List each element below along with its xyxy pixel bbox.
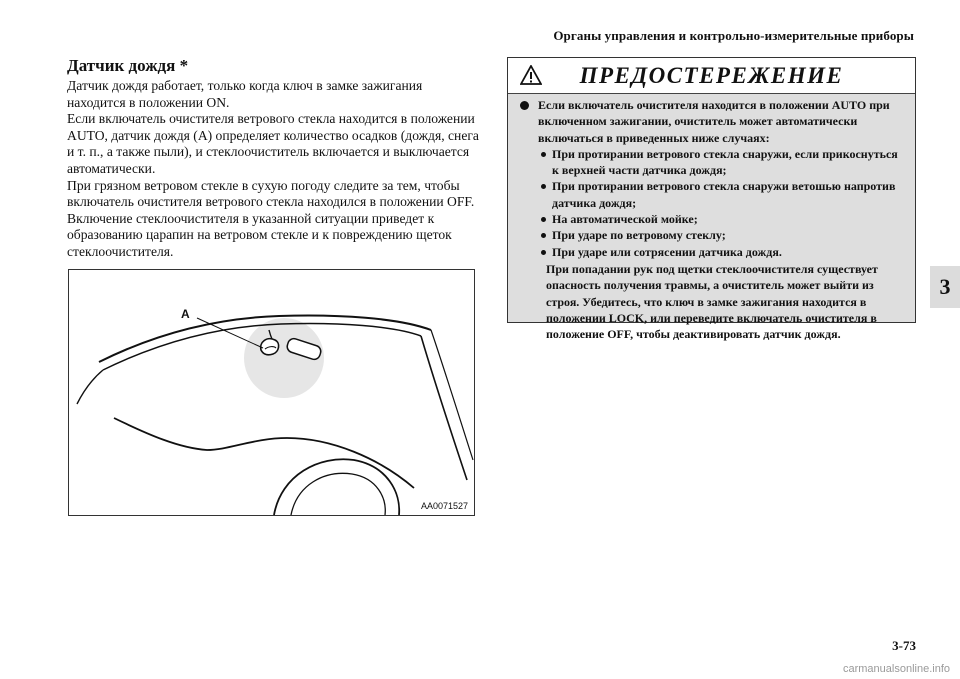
list-item: [518, 211, 907, 227]
paragraph: Включение стеклоочистителя в указанной ситуации приведет к образованию царапин на ветровом стекле и к повреждению щеток стеклоочистителя.: [67, 210, 452, 259]
list-item: [518, 178, 907, 211]
warning-header: [508, 58, 915, 94]
section-tab: [930, 266, 960, 308]
steering-wheel-inner: [291, 473, 385, 515]
list-item-text: При протирании ветрового стекла снаружи ветошью напротив датчика дождя;: [552, 179, 896, 210]
bullet-icon: [541, 217, 546, 222]
paragraph: Датчик дождя работает, только когда ключ в замке зажигания находится в положении ON.: [67, 78, 423, 110]
bullet-icon: [541, 152, 546, 157]
paragraph: При грязном ветровом стекле в сухую погоду следите за тем, чтобы включатель очистителя ветрового стекла находился в положении OFF.: [67, 177, 475, 210]
section-number: 3: [939, 274, 951, 299]
warning-main: [518, 97, 907, 146]
page-number: 3-73: [892, 638, 916, 653]
windshield-left: [77, 370, 103, 404]
bullet-icon: [520, 101, 529, 110]
list-item: [518, 146, 907, 179]
windshield-illustration: [69, 270, 474, 515]
rain-sensor-figure: [68, 269, 475, 516]
paragraph: Если включатель очистителя ветрового стекла находится в положении AUTO, датчик дождя (A) определяет количество осадков (дождя, снега и т. п., а также пыли), и стеклоочиститель включается и выключается автоматически.: [67, 111, 479, 176]
list-item-text: При ударе по ветровому стеклу;: [552, 228, 726, 243]
list-item-text: При протирании ветрового стекла снаружи, если прикоснуться к верхней части датчика дождя;: [552, 146, 898, 178]
warning-triangle-icon: [520, 65, 542, 85]
warning-box: [507, 57, 916, 342]
list-item: [518, 244, 907, 260]
article: [67, 57, 482, 261]
watermark: carmanualsonline.info: [842, 663, 950, 675]
label-a: A: [181, 307, 190, 321]
a-pillar-outer: [431, 330, 473, 460]
bullet-icon: [541, 250, 546, 255]
article-body: [67, 78, 482, 261]
article-title: Датчик дождя *: [67, 56, 189, 75]
dashboard-edge: [114, 418, 414, 488]
list-item-text: На автоматической мойке;: [552, 212, 698, 227]
warning-body: [508, 94, 915, 342]
a-pillar: [421, 336, 467, 480]
warning-note: При попадании рук под щетки стеклоочистителя существует опасность получения травмы, а очиститель может выйти из строя. Убедитесь, что ключ в замке зажигания находится в положении LOCK, или переведите включатель очистителя в положение OFF, чтобы деактивировать датчик дождя.: [546, 261, 878, 342]
list-item: [518, 227, 907, 243]
warning-list: [518, 146, 907, 260]
bullet-icon: [541, 233, 546, 238]
warning-main-text: Если включатель очистителя находится в положении AUTO при включенном зажигании, очиститель может автоматически включаться в приведенных ниже случаях:: [538, 98, 890, 145]
list-item-text: При ударе или сотрясении датчика дождя.: [552, 244, 782, 259]
bullet-icon: [541, 184, 546, 189]
warning-title: ПРЕДОСТЕРЕЖЕНИЕ: [579, 62, 844, 88]
page-header: Органы управления и контрольно-измерительные приборы: [553, 28, 914, 43]
figure-code: AA0071527: [420, 501, 468, 511]
